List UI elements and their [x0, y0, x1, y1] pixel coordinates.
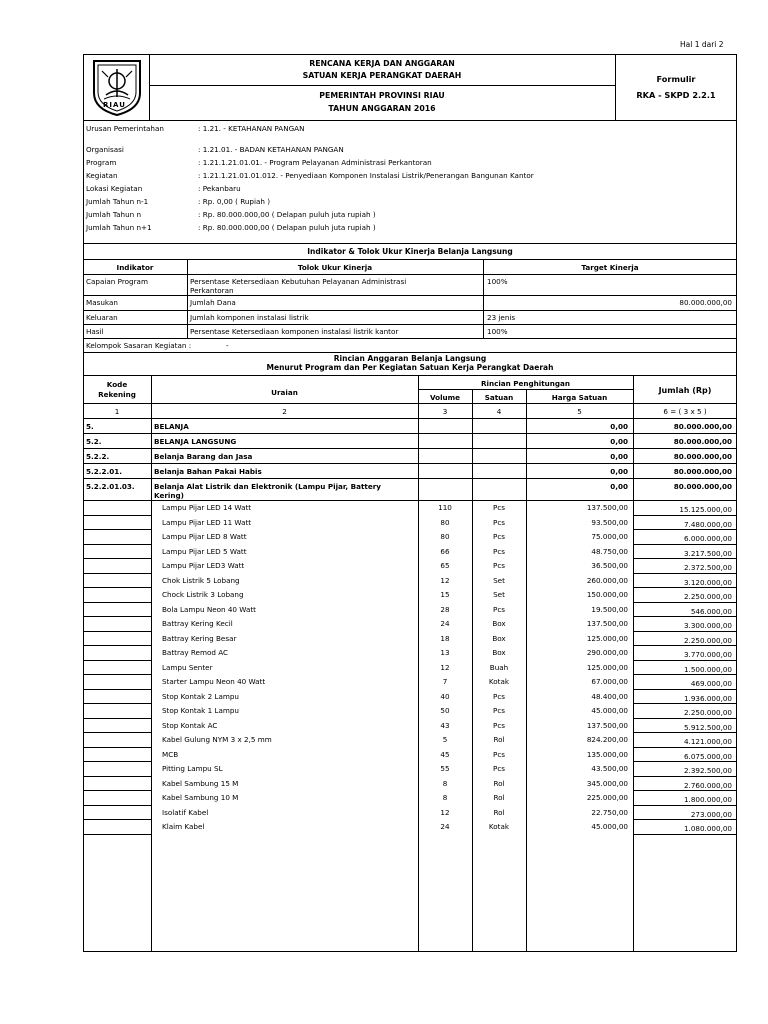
item-volume: 7 — [442, 677, 448, 686]
info-label: Lokasi Kegiatan — [86, 184, 143, 193]
item-harga: 22.750,00 — [591, 808, 628, 817]
item-harga: 125.000,00 — [586, 634, 628, 643]
info-value: : Pekanbaru — [198, 184, 241, 193]
group-jumlah: 80.000.000,00 — [673, 422, 732, 431]
item-uraian: Lampu Pijar LED 8 Watt — [162, 532, 247, 541]
indikator-label: Keluaran — [86, 313, 118, 322]
num-2: 2 — [282, 407, 287, 416]
group-jumlah: 80.000.000,00 — [673, 482, 732, 491]
sasaran-label: Kelompok Sasaran Kegiatan : — [86, 341, 192, 350]
page-number: Hal 1 dari 2 — [680, 40, 724, 49]
item-satuan: Kotak — [488, 822, 510, 831]
item-harga: 135.000,00 — [586, 750, 628, 759]
item-satuan: Buah — [489, 663, 509, 672]
item-volume: 8 — [442, 793, 448, 802]
col-satuan: Satuan — [484, 393, 514, 402]
info-label: Organisasi — [86, 145, 124, 154]
item-satuan: Set — [493, 590, 505, 599]
item-uraian: Stop Kontak 2 Lampu — [162, 692, 239, 701]
num-4: 4 — [496, 407, 502, 416]
info-value: : 1.21.01. - BADAN KETAHANAN PANGAN — [198, 145, 344, 154]
item-satuan: Box — [492, 634, 506, 643]
item-satuan: Pcs — [492, 605, 506, 614]
item-jumlah: 469.000,00 — [690, 679, 732, 688]
item-jumlah: 2.760.000,00 — [683, 781, 732, 790]
header-tolok-ukur: Tolok Ukur Kinerja — [297, 263, 373, 272]
col-rincian: Rincian Penghitungan — [480, 379, 571, 388]
tolok-text: Persentase Ketersediaan komponen instalasi listrik kantor — [190, 327, 399, 336]
item-volume: 50 — [440, 706, 450, 715]
item-satuan: Pcs — [492, 518, 506, 527]
info-value: : Rp. 80.000.000,00 ( Delapan puluh juta rupiah ) — [198, 210, 376, 219]
title-satuan: SATUAN KERJA PERANGKAT DAERAH — [302, 71, 462, 80]
item-volume: 28 — [440, 605, 450, 614]
item-jumlah: 546.000,00 — [690, 607, 732, 616]
info-value: : 1.21. - KETAHANAN PANGAN — [198, 124, 305, 133]
col-rekening: Rekening — [98, 390, 136, 399]
item-jumlah: 4.121.000,00 — [683, 737, 732, 746]
item-uraian: Lampu Pijar LED 5 Watt — [162, 547, 247, 556]
item-volume: 80 — [440, 518, 450, 527]
item-harga: 48.400,00 — [591, 692, 628, 701]
num-6: 6 = ( 3 x 5 ) — [663, 407, 707, 416]
item-harga: 19.500,00 — [591, 605, 628, 614]
info-value: : Rp. 80.000.000,00 ( Delapan puluh juta rupiah ) — [198, 223, 376, 232]
target-value: 100% — [487, 277, 508, 286]
logo-text: RIAU — [103, 101, 126, 109]
item-harga: 260.000,00 — [586, 576, 628, 585]
col-volume: Volume — [429, 393, 461, 402]
item-satuan: Box — [492, 619, 506, 628]
group-kode: 5.2.2. — [86, 452, 110, 461]
item-volume: 12 — [440, 808, 450, 817]
item-harga: 36.500,00 — [591, 561, 628, 570]
item-volume: 65 — [440, 561, 450, 570]
group-uraian: Belanja Bahan Pakai Habis — [154, 467, 262, 476]
item-jumlah: 1.080.000,00 — [683, 824, 732, 833]
item-volume: 24 — [440, 822, 450, 831]
item-volume: 43 — [440, 721, 450, 730]
group-jumlah: 80.000.000,00 — [673, 437, 732, 446]
info-label: Urusan Pemerintahan — [86, 124, 164, 133]
item-volume: 12 — [440, 663, 450, 672]
group-uraian: Belanja Alat Listrik dan Elektronik (Lampu Pijar, Battery — [154, 482, 381, 491]
indikator-label: Capaian Program — [86, 277, 148, 286]
item-volume: 8 — [442, 779, 448, 788]
item-harga: 45.000,00 — [591, 822, 628, 831]
group-harga: 0,00 — [610, 437, 628, 446]
group-kode: 5.2. — [86, 437, 102, 446]
item-jumlah: 2.372.500,00 — [683, 563, 732, 572]
item-uraian: Klaim Kabel — [162, 822, 205, 831]
info-label: Jumlah Tahun n-1 — [86, 197, 149, 206]
item-jumlah: 1.500.000,00 — [683, 665, 732, 674]
item-harga: 125.000,00 — [586, 663, 628, 672]
col-kode: Kode — [106, 380, 128, 389]
item-harga: 137.500,00 — [586, 503, 628, 512]
item-jumlah: 6.075.000,00 — [683, 752, 732, 761]
riau-logo — [88, 57, 146, 117]
item-volume: 110 — [438, 503, 452, 512]
tolok-text: Jumlah komponen instalasi listrik — [190, 313, 309, 322]
item-jumlah: 7.480.000,00 — [683, 520, 732, 529]
tolok-text-cont: Perkantoran — [190, 286, 234, 295]
item-satuan: Pcs — [492, 561, 506, 570]
item-harga: 137.500,00 — [586, 721, 628, 730]
num-3: 3 — [442, 407, 448, 416]
item-volume: 45 — [440, 750, 450, 759]
info-label: Jumlah Tahun n+1 — [86, 223, 152, 232]
col-harga: Harga Satuan — [551, 393, 608, 402]
item-uraian: Lampu Pijar LED3 Watt — [162, 561, 245, 570]
item-volume: 66 — [440, 547, 450, 556]
item-harga: 137.500,00 — [586, 619, 628, 628]
item-satuan: Rol — [493, 779, 505, 788]
item-jumlah: 5.912.500,00 — [683, 723, 732, 732]
item-uraian: Stop Kontak AC — [162, 721, 218, 730]
item-jumlah: 2.250.000,00 — [683, 708, 732, 717]
item-jumlah: 1.936.000,00 — [683, 694, 732, 703]
item-uraian: Bola Lampu Neon 40 Watt — [162, 605, 256, 614]
group-harga: 0,00 — [610, 467, 628, 476]
title-tahun: TAHUN ANGGARAN 2016 — [328, 104, 436, 113]
item-jumlah: 3.770.000,00 — [683, 650, 732, 659]
group-uraian-cont: Kering) — [154, 491, 184, 500]
item-jumlah: 3.120.000,00 — [683, 578, 732, 587]
item-uraian: Chok Listrik 5 Lobang — [162, 576, 240, 585]
form-label: Formulir — [656, 74, 696, 84]
item-uraian: Kabel Gulung NYM 3 x 2,5 mm — [162, 735, 272, 744]
tolok-text: Persentase Ketersediaan Kebutuhan Pelayanan Administrasi — [190, 277, 407, 286]
target-value: 100% — [487, 327, 508, 336]
item-satuan: Pcs — [492, 503, 506, 512]
item-jumlah: 273.000,00 — [690, 810, 732, 819]
item-satuan: Pcs — [492, 692, 506, 701]
num-1: 1 — [114, 407, 120, 416]
rincian-title: Rincian Anggaran Belanja Langsung — [333, 354, 487, 363]
item-uraian: Battray Kering Besar — [162, 634, 237, 643]
group-kode: 5.2.2.01. — [86, 467, 122, 476]
item-harga: 225.000,00 — [586, 793, 628, 802]
item-volume: 55 — [440, 764, 450, 773]
indicator-title: Indikator & Tolok Ukur Kinerja Belanja Langsung — [307, 247, 513, 256]
item-jumlah: 3.217.500,00 — [683, 549, 732, 558]
info-label: Kegiatan — [86, 171, 118, 180]
form-code: RKA - SKPD 2.2.1 — [636, 90, 716, 100]
item-jumlah: 2.250.000,00 — [683, 592, 732, 601]
group-harga: 0,00 — [610, 422, 628, 431]
info-value: : 1.21.1.21.01.01. - Program Pelayanan Administrasi Perkantoran — [198, 158, 432, 167]
item-volume: 80 — [440, 532, 450, 541]
group-kode: 5. — [86, 422, 94, 431]
target-value: 80.000.000,00 — [679, 298, 732, 307]
group-harga: 0,00 — [610, 482, 628, 491]
item-satuan: Box — [492, 648, 506, 657]
rincian-subtitle: Menurut Program dan Per Kegiatan Satuan Kerja Perangkat Daerah — [266, 363, 554, 372]
col-uraian: Uraian — [271, 388, 298, 397]
title-pemerintah: PEMERINTAH PROVINSI RIAU — [319, 91, 445, 100]
indikator-label: Hasil — [86, 327, 104, 336]
item-volume: 40 — [440, 692, 450, 701]
item-uraian: Stop Kontak 1 Lampu — [162, 706, 239, 715]
item-satuan: Pcs — [492, 750, 506, 759]
item-volume: 5 — [442, 735, 448, 744]
col-jumlah: Jumlah (Rp) — [658, 386, 712, 395]
item-uraian: MCB — [162, 750, 179, 759]
item-jumlah: 6.000.000,00 — [683, 534, 732, 543]
num-5: 5 — [577, 407, 582, 416]
item-uraian: Battray Kering Kecil — [162, 619, 233, 628]
item-uraian: Pitting Lampu SL — [162, 764, 223, 773]
item-satuan: Set — [493, 576, 505, 585]
sasaran-value: - — [226, 341, 229, 350]
group-uraian: BELANJA LANGSUNG — [154, 437, 237, 446]
group-jumlah: 80.000.000,00 — [673, 452, 732, 461]
item-volume: 24 — [440, 619, 450, 628]
item-uraian: Starter Lampu Neon 40 Watt — [162, 677, 266, 686]
info-label: Program — [86, 158, 117, 167]
item-satuan: Pcs — [492, 706, 506, 715]
item-uraian: Battray Remod AC — [162, 648, 229, 657]
group-jumlah: 80.000.000,00 — [673, 467, 732, 476]
item-volume: 12 — [440, 576, 450, 585]
item-satuan: Rol — [493, 808, 505, 817]
item-volume: 15 — [440, 590, 450, 599]
item-satuan: Pcs — [492, 547, 506, 556]
item-satuan: Pcs — [492, 764, 506, 773]
item-jumlah: 2.392.500,00 — [683, 766, 732, 775]
item-uraian: Kabel Sambung 10 M — [162, 793, 239, 802]
item-satuan: Kotak — [488, 677, 510, 686]
item-volume: 13 — [440, 648, 450, 657]
item-jumlah: 1.800.000,00 — [683, 795, 732, 804]
item-jumlah: 2.250.000,00 — [683, 636, 732, 645]
item-harga: 45.000,00 — [591, 706, 628, 715]
item-harga: 290.000,00 — [586, 648, 628, 657]
item-uraian: Lampu Pijar LED 14 Watt — [162, 503, 252, 512]
item-satuan: Pcs — [492, 532, 506, 541]
item-uraian: Kabel Sambung 15 M — [162, 779, 239, 788]
group-harga: 0,00 — [610, 452, 628, 461]
title-rencana: RENCANA KERJA DAN ANGGARAN — [309, 59, 455, 68]
group-uraian: Belanja Barang dan Jasa — [154, 452, 253, 461]
item-harga: 67.000,00 — [591, 677, 628, 686]
group-uraian: BELANJA — [154, 422, 189, 431]
item-harga: 93.500,00 — [591, 518, 628, 527]
indikator-label: Masukan — [86, 298, 118, 307]
item-jumlah: 3.300.000,00 — [683, 621, 732, 630]
item-harga: 824.200,00 — [586, 735, 628, 744]
item-satuan: Rol — [493, 793, 505, 802]
info-value: : 1.21.1.21.01.01.012. - Penyediaan Komponen Instalasi Listrik/Penerangan Bangunan Kantor — [198, 171, 534, 180]
item-uraian: Lampu Senter — [162, 663, 213, 672]
item-satuan: Pcs — [492, 721, 506, 730]
item-volume: 18 — [440, 634, 450, 643]
info-value: : Rp. 0,00 ( Rupiah ) — [198, 197, 271, 206]
group-kode: 5.2.2.01.03. — [86, 482, 135, 491]
item-harga: 75.000,00 — [591, 532, 628, 541]
info-label: Jumlah Tahun n — [86, 210, 142, 219]
header-indikator: Indikator — [116, 263, 154, 272]
item-harga: 48.750,00 — [591, 547, 628, 556]
item-uraian: Isolatif Kabel — [162, 808, 209, 817]
target-value: 23 jenis — [487, 313, 516, 322]
item-harga: 345.000,00 — [586, 779, 628, 788]
item-harga: 150.000,00 — [586, 590, 628, 599]
item-harga: 43.500,00 — [591, 764, 628, 773]
header-target: Target Kinerja — [581, 263, 639, 272]
item-satuan: Rol — [493, 735, 505, 744]
item-uraian: Chock Listrik 3 Lobang — [162, 590, 244, 599]
item-jumlah: 15.125.000,00 — [679, 505, 732, 514]
item-uraian: Lampu Pijar LED 11 Watt — [162, 518, 252, 527]
tolok-text: Jumlah Dana — [190, 298, 236, 307]
